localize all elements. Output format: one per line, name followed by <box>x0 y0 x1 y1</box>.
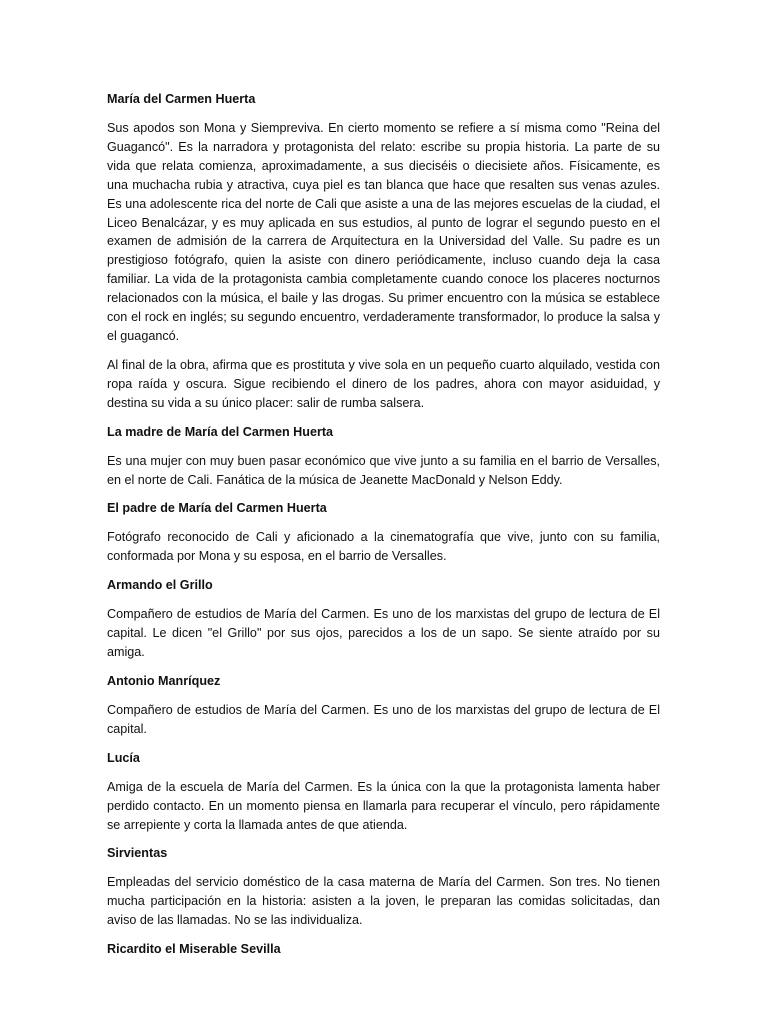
section-paragraph: Amiga de la escuela de María del Carmen. Es la única con la que la protagonista lamenta haber perdido contacto. En un momento piensa en llamarla para recuperar el vínculo, pero rápidamente se arrepiente y corta la llamada antes de que atienda. <box>107 779 660 832</box>
section-heading: María del Carmen Huerta <box>107 92 256 106</box>
section-maria <box>107 90 660 413</box>
section-paragraph: Compañero de estudios de María del Carmen. Es uno de los marxistas del grupo de lectura de El capital. <box>107 702 660 736</box>
section-heading: Ricardito el Miserable Sevilla <box>107 942 281 957</box>
section-heading: Sirvientas <box>107 846 168 861</box>
section-paragraph: Empleadas del servicio doméstico de la casa materna de María del Carmen. Son tres. No tienen mucha participación en la historia: asisten a la joven, le preparan las comidas solicitadas, dan aviso de las llamadas. No se las individualiza. <box>107 875 660 928</box>
section-heading: El padre de María del Carmen Huerta <box>107 501 327 516</box>
section-paragraph: Compañero de estudios de María del Carmen. Es uno de los marxistas del grupo de lectura de El capital. Le dicen "el Grillo" por sus ojos, parecidos a los de un sapo. Se siente atraído por su amiga. <box>107 607 660 660</box>
section-heading: Antonio Manríquez <box>107 673 221 688</box>
section-paragraph: Sus apodos son Mona y Siempreviva. En cierto momento se refiere a sí misma como "Reina del Guagancó". Es la narradora y protagonista del relato: escribe su propia historia. La parte de su vida que relata comienza, aproximadamente, a sus dieciséis o diecisiete años. Físicamente, es una muchacha rubia y atractiva, cuya piel es tan blanca que hace que resalten sus venas azules. Es una adolescente rica del norte de Cali que asiste a una de las mejores escuelas de la ciudad, el Liceo Benalcázar, y es muy aplicada en sus estudios, al punto de lograr el segundo puesto en el examen de admisión de la carrera de Arquitectura en la Universidad del Valle. Su padre es un prestigioso fotógrafo, quien la asiste con dinero periódicamente, incluso cuando deja la casa familiar. La vida de la protagonista cambia completamente cuando conoce los placeres nocturnos relacionados con la música, el baile y las drogas. Su primer encuentro con la música se establece con el rock en inglés; su segundo encuentro, verdaderamente transformador, lo produce la salsa y el guagancó. <box>107 121 660 343</box>
section-padre <box>107 499 660 566</box>
section-paragraph: Al final de la obra, afirma que es prostituta y vive sola en un pequeño cuarto alquilado, vestida con ropa raída y oscura. Sigue recibiendo el dinero de los padres, ahora con mayor asiduidad, y destina su vida a su único placer: salir de rumba salsera. <box>107 357 660 410</box>
section-paragraph: Es una mujer con muy buen pasar económico que vive junto a su familia en el barrio de Versalles, en el norte de Cali. Fanática de la música de Jeanette MacDonald y Nelson Eddy. <box>107 453 660 487</box>
section-heading: Armando el Grillo <box>107 578 213 593</box>
section-madre <box>107 423 660 490</box>
section-lucia <box>107 749 660 835</box>
section-antonio <box>107 672 660 739</box>
section-paragraph: Fotógrafo reconocido de Cali y aficionado a la cinematografía que vive, junto con su familia, conformada por Mona y su esposa, en el barrio de Versalles. <box>107 530 660 564</box>
section-sirvientas <box>107 844 660 930</box>
section-ricardito <box>107 940 660 958</box>
document-page <box>107 90 660 969</box>
section-heading: Lucía <box>107 750 140 765</box>
section-heading: La madre de María del Carmen Huerta <box>107 424 334 439</box>
section-armando <box>107 576 660 662</box>
